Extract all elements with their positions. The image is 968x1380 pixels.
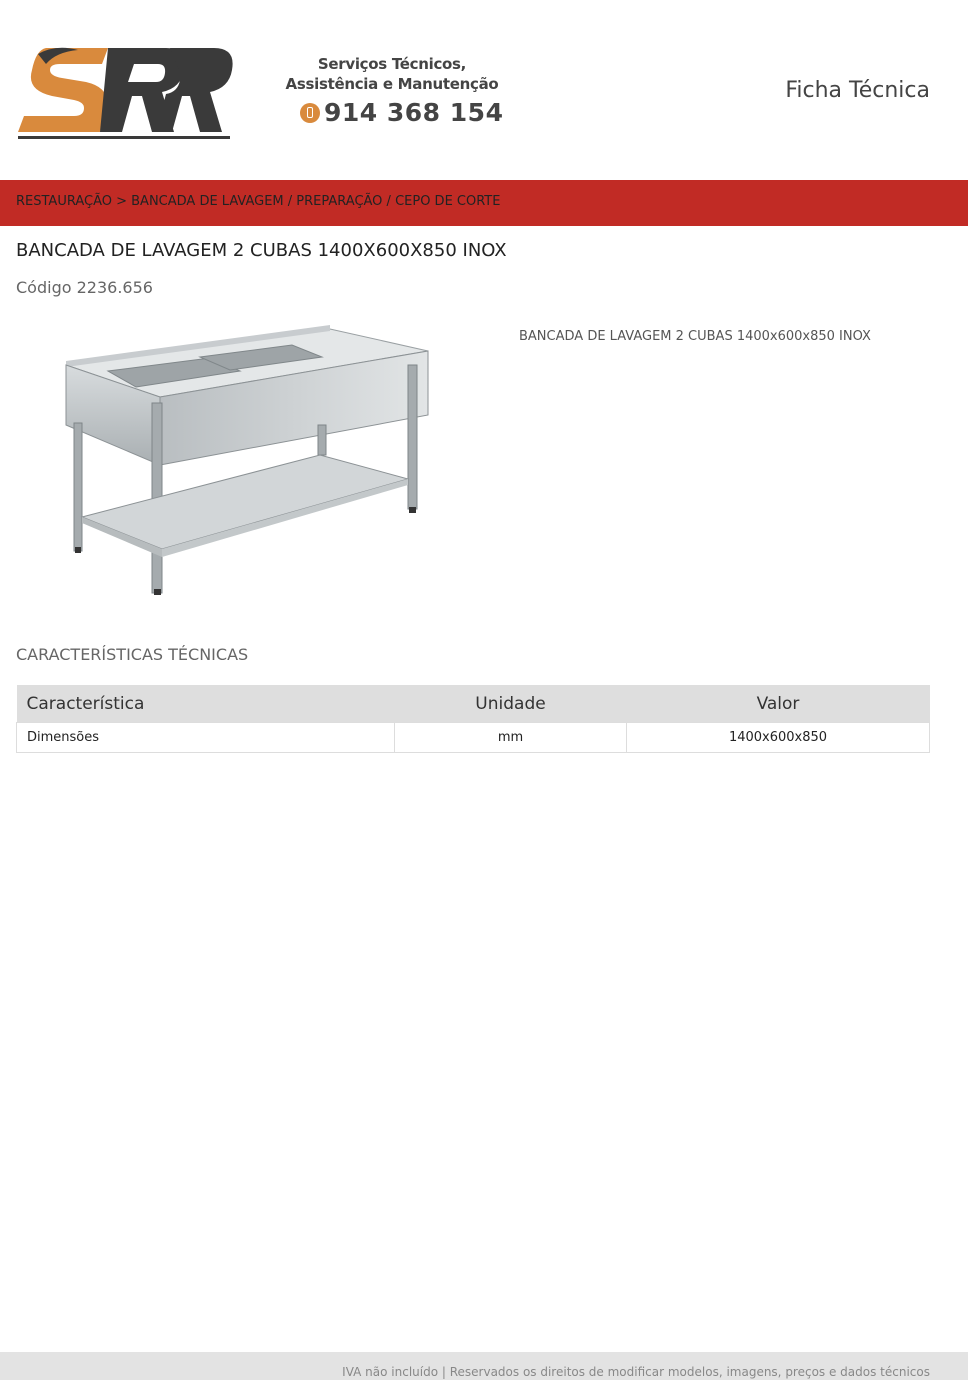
specs-section-title: CARACTERÍSTICAS TÉCNICAS xyxy=(16,645,249,664)
column-header-unit: Unidade xyxy=(395,685,627,723)
breadcrumb[interactable]: RESTAURAÇÃO > BANCADA DE LAVAGEM / PREPARAÇÃO / CEPO DE CORTE xyxy=(16,194,501,209)
company-tagline xyxy=(282,54,502,94)
cell-characteristic: Dimensões xyxy=(17,723,395,753)
product-image xyxy=(60,325,440,605)
phone-contact[interactable] xyxy=(300,98,503,127)
footer-text: IVA não incluído | Reservados os direitos de modificar modelos, imagens, preços e dados técnicos xyxy=(342,1365,930,1379)
column-header-value: Valor xyxy=(627,685,930,723)
breadcrumb-bar xyxy=(0,180,968,226)
phone-number: 914 368 154 xyxy=(324,98,504,127)
page-footer xyxy=(0,1352,968,1380)
product-description: BANCADA DE LAVAGEM 2 CUBAS 1400x600x850 INOX xyxy=(519,329,871,344)
cell-unit: mm xyxy=(395,723,627,753)
cell-value: 1400x600x850 xyxy=(627,723,930,753)
column-header-characteristic: Característica xyxy=(17,685,395,723)
page-header xyxy=(0,0,968,180)
srr-logo xyxy=(16,40,234,142)
product-code: Código 2236.656 xyxy=(16,278,153,297)
specs-table xyxy=(16,685,930,753)
tagline-line-2: Assistência e Manutenção xyxy=(285,75,499,93)
tagline-line-1: Serviços Técnicos, xyxy=(317,55,467,73)
document-title: Ficha Técnica xyxy=(785,78,930,103)
product-title: BANCADA DE LAVAGEM 2 CUBAS 1400X600X850 INOX xyxy=(16,240,507,261)
phone-icon xyxy=(300,103,320,123)
specs-header-row xyxy=(17,685,930,723)
table-row xyxy=(17,723,930,753)
